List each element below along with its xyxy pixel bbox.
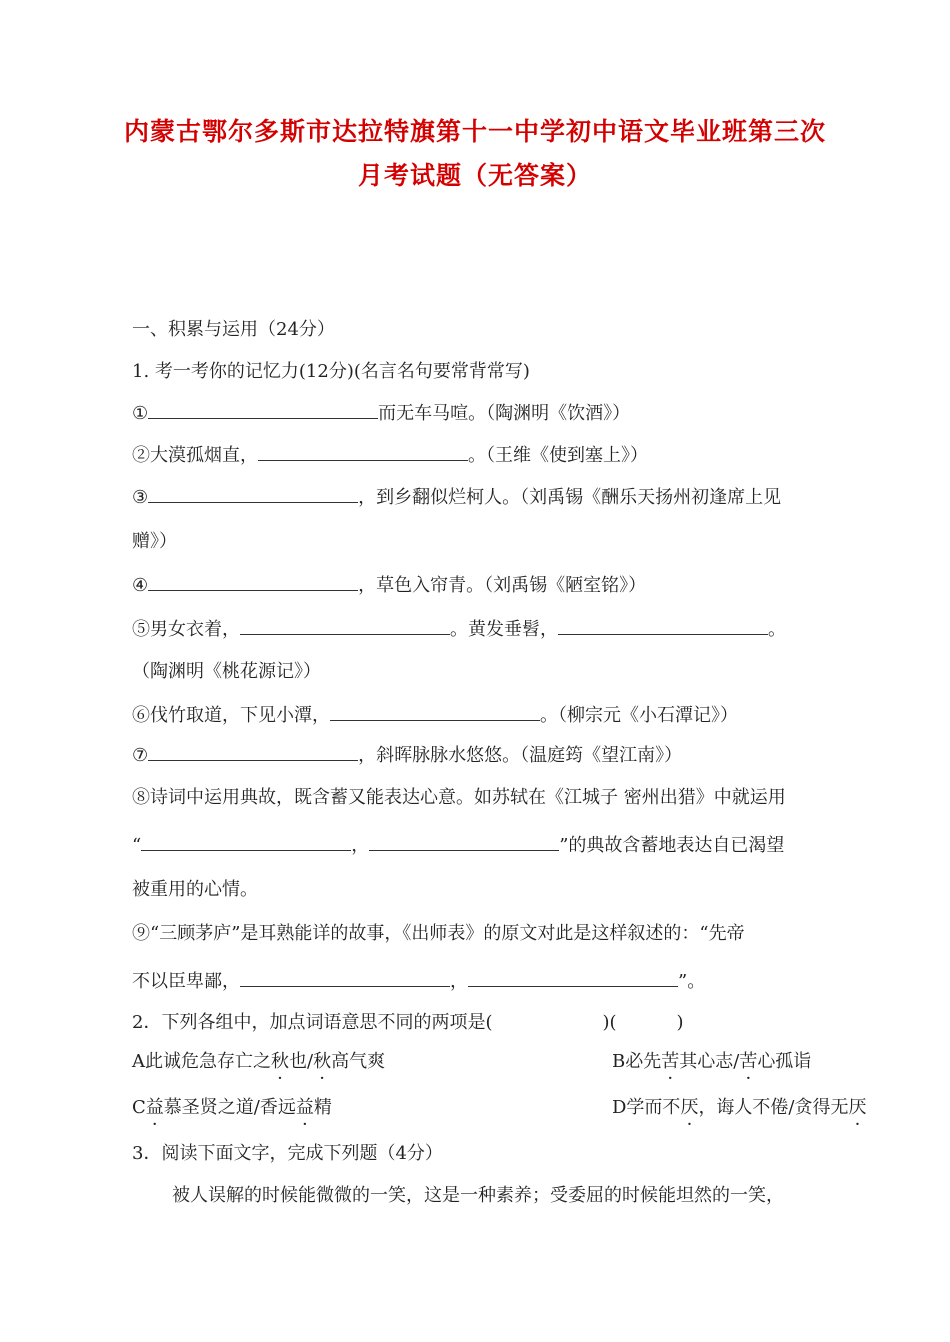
q2-options-row-2 [132, 1096, 867, 1120]
answer-blank[interactable] [148, 484, 358, 503]
answer-blank[interactable] [148, 400, 378, 419]
q2-options-row-1 [132, 1050, 852, 1074]
q1-item-9: ⑨“三顾茅庐”是耳熟能详的故事，《出师表》的原文对此是这样叙述的：“先帝 [132, 923, 745, 944]
q1-item-8-blanks: “ ， ”的典故含蓄地表达自已渴望 [132, 832, 852, 858]
section-heading: 一、积累与运用（24分） [132, 319, 335, 340]
answer-paren-2[interactable] [617, 1010, 677, 1028]
q1-item-2: ②大漠孤烟直， 。（王维《使到塞上》） [132, 442, 852, 468]
option-a: A此诚危急存亡之秋也/秋高气爽 [132, 1051, 386, 1072]
q1-item-7: ⑦ ，斜晖脉脉水悠悠。（温庭筠《望江南》） [132, 742, 852, 768]
reading-passage: 被人误解的时候能微微的一笑，这是一种素养；受委屈的时候能坦然的一笑， [172, 1185, 784, 1206]
answer-blank[interactable] [148, 742, 358, 761]
answer-blank[interactable] [240, 968, 450, 987]
answer-paren-1[interactable] [492, 1010, 602, 1028]
document-title-line-1: 内蒙古鄂尔多斯市达拉特旗第十一中学初中语文毕业班第三次 [123, 117, 826, 146]
question-3-stem: 3．阅读下面文字，完成下列题（4分） [132, 1143, 443, 1164]
question-2-stem: 2．下列各组中，加点词语意思不同的两项是( )( ) [132, 1012, 684, 1033]
answer-blank[interactable] [330, 702, 540, 721]
question-1-stem: 1. 考一考你的记忆力(12分)(名言名句要常背常写) [132, 361, 530, 382]
q1-item-4: ④ ，草色入帘青。（刘禹锡《陋室铭》） [132, 572, 852, 598]
answer-blank[interactable] [258, 442, 468, 461]
option-b: B必先苦其心志/苦心孤诣 [612, 1051, 812, 1072]
q1-item-6: ⑥伐竹取道，下见小潭， 。（柳宗元《小石潭记》） [132, 702, 852, 728]
answer-blank[interactable] [468, 968, 678, 987]
q1-item-8-continued: 被重用的心情。 [132, 879, 258, 900]
answer-blank[interactable] [558, 616, 768, 635]
q1-item-3: ③ ，到乡翻似烂柯人。（刘禹锡《酬乐天扬州初逢席上见 [132, 484, 852, 510]
q1-item-1: ① 而无车马喧。（陶渊明《饮酒》） [132, 400, 852, 426]
option-d: D学而不厌，诲人不倦/贪得无厌 [612, 1097, 867, 1118]
q1-item-9-blanks: 不以臣卑鄙， ， ”。 [132, 968, 852, 994]
q1-item-3-continued: 赠》） [132, 531, 177, 552]
q1-item-5-continued: （陶渊明《桃花源记》） [132, 661, 321, 682]
answer-blank[interactable] [141, 832, 351, 851]
option-c: C益慕圣贤之道/香远益精 [132, 1097, 332, 1118]
document-title-line-2: 月考试题（无答案） [357, 161, 592, 190]
q1-item-5: ⑤男女衣着， 。黄发垂髫， 。 [132, 616, 852, 642]
answer-blank[interactable] [369, 832, 559, 851]
answer-blank[interactable] [240, 616, 450, 635]
q1-item-8: ⑧诗词中运用典故，既含蓄又能表达心意。如苏轼在《江城子 密州出猎》中就运用 [132, 787, 786, 808]
answer-blank[interactable] [148, 572, 358, 591]
